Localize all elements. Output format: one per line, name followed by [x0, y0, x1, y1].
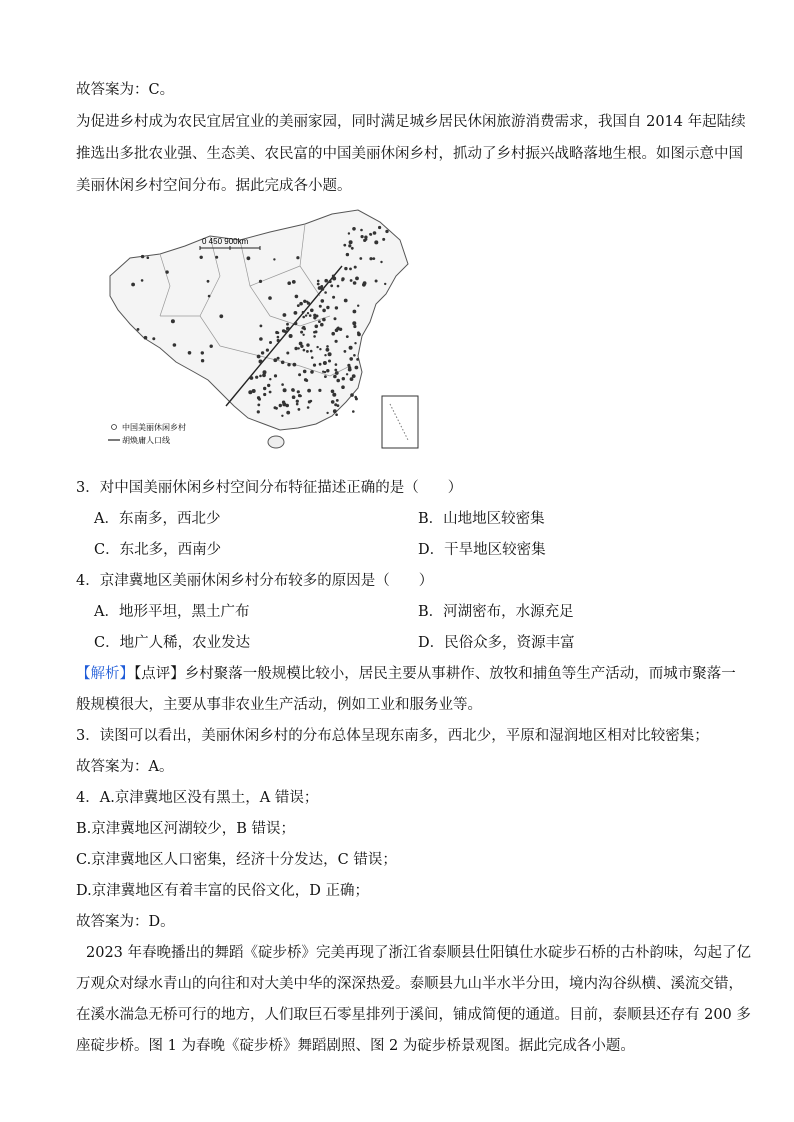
village-dot — [281, 361, 285, 365]
village-dot — [303, 349, 306, 352]
village-dot — [319, 305, 322, 308]
village-dot — [305, 314, 307, 316]
village-dot — [333, 375, 337, 379]
village-dot — [267, 384, 270, 387]
q3-stem: 3．对中国美丽休闲乡村空间分布特征描述正确的是（ ） — [76, 480, 463, 496]
village-dot — [326, 345, 329, 348]
village-dot — [279, 404, 282, 407]
village-dot — [298, 347, 300, 349]
village-dot — [297, 390, 300, 393]
village-dot — [277, 339, 280, 342]
village-dot — [273, 258, 275, 260]
village-dot — [348, 244, 351, 247]
village-dot — [329, 280, 332, 283]
village-dot — [384, 283, 386, 285]
village-dot — [318, 286, 322, 290]
q4-option-b[interactable]: B．河湖密布，水源充足 — [418, 604, 574, 620]
village-dot — [281, 383, 284, 386]
village-dot — [319, 348, 321, 350]
village-dot — [318, 320, 321, 323]
village-dot — [359, 257, 362, 260]
village-dot — [294, 311, 298, 315]
answer4-line-3: C.京津冀地区人口密集，经济十分发达，C 错误； — [76, 852, 397, 868]
intro-line-2: 推选出多批农业强、生态美、农民富的中国美丽休闲乡村，抓动了乡村振兴战略落地生根。如图示意中国 — [76, 146, 743, 162]
village-dot — [337, 285, 340, 288]
village-dot — [255, 376, 258, 379]
village-dot — [322, 318, 326, 322]
village-dot — [263, 387, 266, 390]
village-dot — [299, 395, 302, 398]
village-dot — [339, 328, 342, 331]
village-dot — [315, 330, 318, 333]
village-dot — [320, 323, 324, 327]
village-dot — [334, 403, 337, 406]
village-dot — [292, 395, 296, 399]
village-dot — [298, 373, 301, 376]
village-dot — [380, 261, 382, 263]
village-dot — [261, 351, 264, 354]
village-dot — [165, 270, 168, 273]
village-dot — [296, 403, 299, 406]
south-sea-inset — [382, 396, 418, 448]
village-dot — [287, 281, 291, 285]
village-dot — [352, 374, 356, 378]
village-dot — [310, 400, 313, 403]
q3-option-d[interactable]: D．干旱地区较密集 — [418, 542, 546, 558]
village-dot — [334, 369, 337, 372]
village-dot — [313, 364, 316, 367]
village-dot — [317, 280, 320, 283]
village-dot — [302, 334, 304, 336]
analysis-line-1 — [76, 664, 736, 684]
village-dot — [369, 233, 372, 236]
village-dot — [349, 357, 353, 361]
village-dot — [351, 247, 354, 250]
village-dot — [137, 328, 140, 331]
village-dot — [269, 378, 271, 380]
village-dot — [289, 334, 293, 338]
village-dot — [353, 310, 357, 314]
village-dot — [283, 388, 287, 392]
village-dot — [354, 342, 356, 344]
village-dot — [323, 361, 327, 365]
village-dot — [369, 257, 372, 260]
village-dot — [360, 229, 363, 232]
village-dot — [277, 336, 280, 339]
village-dot — [171, 319, 175, 323]
village-dot — [352, 227, 356, 231]
answer3-line-1: 3．读图可以看出，美丽休闲乡村的分布总体呈现东南多，西北少，平原和湿润地区相对比较密集； — [76, 728, 709, 744]
village-dot — [282, 402, 286, 406]
answer4-line-4: D.京津冀地区有着丰富的民俗文化，D 正确； — [76, 883, 369, 899]
village-dot — [343, 244, 346, 247]
village-dot — [141, 279, 144, 282]
village-dot — [350, 393, 354, 397]
village-dot — [335, 371, 339, 375]
village-dot — [307, 406, 310, 409]
village-dot — [374, 240, 378, 244]
q4-stem: 4．京津冀地区美丽休闲乡村分布较多的原因是（ ） — [76, 573, 434, 589]
village-dot — [331, 332, 335, 336]
passage-line-1: 2023 年春晚播出的舞蹈《碇步桥》完美再现了浙江省泰顺县仕阳镇仕水碇步石桥的古朴韵味，勾起了亿 — [86, 945, 752, 961]
answer3-line-2: 故答案为：A。 — [76, 759, 174, 775]
village-dot — [353, 354, 356, 357]
village-dot — [257, 355, 261, 359]
village-dot — [147, 256, 150, 259]
village-dot — [273, 358, 277, 362]
village-dot — [286, 411, 290, 415]
village-dot — [292, 280, 296, 284]
village-dot — [201, 359, 204, 362]
q4-option-a[interactable]: A．地形平坦，黑土广布 — [94, 604, 250, 620]
village-dot — [274, 406, 277, 409]
passage-line-4: 座碇步桥。图 1 为春晚《碇步桥》舞蹈剧照、图 2 为碇步桥景观图。据此完成各小题。 — [76, 1038, 635, 1054]
village-dot — [346, 253, 349, 256]
village-dot — [260, 325, 263, 328]
village-dot — [335, 363, 338, 366]
village-dot — [286, 323, 289, 326]
village-dot — [341, 385, 345, 389]
village-dot — [291, 388, 295, 392]
village-dot — [286, 352, 289, 355]
village-dot — [269, 391, 272, 394]
village-dot — [283, 313, 287, 317]
village-dot — [378, 226, 381, 229]
analysis-line-2: 般规模很大，主要从事非农业生产活动，例如工业和服务业等。 — [76, 697, 482, 713]
village-dot — [266, 349, 269, 352]
village-dot — [306, 350, 309, 353]
q3-option-b[interactable]: B．山地地区较密集 — [418, 511, 545, 527]
village-dot — [344, 267, 347, 270]
analysis-tag: 【解析】 — [76, 666, 134, 682]
village-dot — [310, 309, 314, 313]
village-dot — [277, 357, 280, 360]
village-dot — [344, 299, 348, 303]
village-dot — [331, 400, 335, 404]
village-dot — [328, 360, 331, 363]
village-dot — [317, 283, 320, 286]
village-dot — [300, 345, 303, 348]
village-dot — [259, 337, 263, 341]
village-dot — [201, 351, 204, 354]
village-dot — [305, 379, 308, 382]
village-dot — [311, 356, 314, 359]
village-dot — [188, 351, 192, 355]
village-dot — [313, 335, 316, 338]
village-dot — [321, 299, 325, 303]
hainan-island — [268, 436, 284, 448]
answer4-line-2: B.京津冀地区河湖较少，B 错误； — [76, 821, 296, 837]
passage-line-2: 万观众对绿水青山的向往和对大美中华的深深热爱。泰顺县九山半水半分田，境内沟谷纵横、溪流交错， — [76, 976, 743, 992]
village-dot — [274, 374, 277, 377]
village-dot — [326, 306, 329, 309]
answer4-line-5: 故答案为：D。 — [76, 914, 175, 930]
village-dot — [372, 257, 375, 260]
village-dot — [313, 314, 316, 317]
village-dot — [296, 256, 299, 259]
village-dot — [385, 230, 388, 233]
village-dot — [349, 240, 353, 244]
village-dot — [356, 358, 359, 361]
village-dot — [348, 368, 352, 372]
village-dot — [259, 360, 263, 364]
village-dot — [363, 281, 367, 285]
village-dot — [268, 296, 272, 300]
village-dot — [208, 295, 211, 298]
village-dot — [364, 236, 367, 239]
village-dot — [277, 332, 280, 335]
village-dot — [310, 350, 313, 353]
village-dot — [310, 370, 314, 374]
village-dot — [144, 336, 148, 340]
village-dot — [353, 325, 356, 328]
village-dot — [330, 284, 333, 287]
village-dot — [342, 377, 345, 380]
village-dot — [257, 404, 260, 407]
village-dot — [355, 277, 359, 281]
village-dot — [357, 333, 361, 337]
village-dot — [346, 373, 348, 375]
village-dot — [332, 277, 336, 281]
village-dot — [250, 376, 254, 380]
answer-c-line: 故答案为：C。 — [76, 82, 175, 98]
village-dot — [333, 409, 337, 413]
village-dot — [335, 340, 338, 343]
village-dot — [296, 400, 299, 403]
village-dot — [336, 379, 340, 383]
village-dot — [309, 314, 312, 317]
village-dot — [298, 408, 301, 411]
village-dot — [259, 280, 262, 283]
q3-option-a[interactable]: A．东南多，西北少 — [94, 511, 221, 527]
village-dot — [324, 279, 328, 283]
village-dot — [328, 352, 332, 356]
scale-label: 0 450 900km — [202, 237, 249, 246]
village-dot — [258, 398, 261, 401]
village-dot — [263, 393, 266, 396]
village-dot — [303, 370, 307, 374]
village-dot — [354, 266, 357, 269]
village-dot — [282, 329, 285, 332]
village-dot — [332, 296, 335, 299]
village-dot — [349, 346, 353, 350]
village-dot — [259, 375, 262, 378]
village-dot — [344, 350, 347, 353]
answer4-line-1: 4．A.京津冀地区没有黑土，A 错误； — [76, 790, 319, 806]
village-dot — [307, 312, 309, 314]
village-dot — [355, 366, 359, 370]
village-dot — [375, 280, 378, 283]
village-dot — [215, 256, 218, 259]
analysis-text-1: 乡村聚落一般规模比较小，居民主要从事耕作、放牧和捕鱼等生产活动，而城市聚落一 — [184, 666, 736, 682]
village-dot — [173, 343, 177, 347]
legend-line-label: 胡焕庸人口线 — [122, 436, 170, 445]
village-dot — [303, 300, 306, 303]
village-dot — [382, 238, 385, 241]
intro-line-3: 美丽休闲乡村空间分布。据此完成各小题。 — [76, 178, 352, 194]
village-dot — [334, 317, 337, 320]
village-dot — [287, 363, 290, 366]
village-dot — [200, 256, 203, 259]
village-dot — [219, 314, 223, 318]
village-dot — [354, 396, 357, 399]
comment-tag: 【点评】 — [134, 666, 185, 682]
village-dot — [294, 347, 297, 350]
village-dot — [300, 331, 303, 334]
q4-option-c[interactable]: C．地广人稀，农业发达 — [94, 635, 251, 651]
village-dot — [352, 410, 355, 413]
village-dot — [299, 302, 303, 306]
village-dot — [307, 302, 310, 305]
village-dot — [316, 346, 318, 348]
village-dot — [315, 325, 319, 329]
village-dot — [247, 256, 251, 260]
village-dot — [332, 393, 336, 397]
village-dot — [352, 321, 356, 325]
village-dot — [302, 311, 305, 314]
passage-line-3: 在溪水湍急无桥可行的地方，人们取巨石零星排列于溪间，铺成简便的通道。目前，泰顺县还存有 200 多 — [76, 1007, 751, 1023]
village-dot — [324, 354, 326, 356]
q4-option-d[interactable]: D．民俗众多，资源丰富 — [418, 635, 575, 651]
village-dot — [294, 322, 298, 326]
village-dot — [324, 291, 327, 294]
village-dot — [348, 232, 350, 234]
village-dot — [207, 280, 210, 283]
village-dot — [152, 337, 155, 340]
village-dot — [297, 304, 300, 307]
village-dot — [319, 363, 322, 366]
village-dot — [324, 375, 327, 378]
village-dot — [210, 345, 213, 348]
village-dot — [302, 326, 305, 329]
village-dot — [350, 279, 353, 282]
village-dot — [269, 341, 272, 344]
village-dot — [357, 305, 359, 307]
village-dot — [336, 399, 339, 402]
china-village-distribution-map — [100, 206, 425, 461]
village-dot — [322, 371, 324, 373]
village-dot — [286, 327, 290, 331]
village-dot — [349, 268, 352, 271]
village-dot — [322, 309, 326, 313]
village-dot — [335, 306, 338, 309]
village-dot — [248, 390, 252, 394]
village-dot — [293, 363, 297, 367]
village-dot — [263, 370, 267, 374]
village-dot — [346, 335, 349, 338]
village-dot — [326, 348, 330, 352]
village-dot — [361, 235, 364, 238]
village-dot — [141, 255, 144, 258]
q3-option-c[interactable]: C．东北多，西南少 — [94, 542, 222, 558]
village-dot — [131, 283, 135, 287]
village-dot — [341, 277, 344, 280]
village-dot — [331, 390, 335, 394]
village-dot — [353, 281, 357, 285]
village-dot — [326, 412, 328, 414]
village-dot — [318, 389, 321, 392]
village-dot — [252, 389, 256, 393]
village-dot — [326, 369, 329, 372]
intro-line-1: 为促进乡村成为农民宜居宜业的美丽家园，同时满足城乡居民休闲旅游消费需求，我国自 2014 年起陆续 — [76, 114, 746, 130]
village-dot — [335, 413, 338, 416]
village-dot — [295, 295, 299, 299]
village-dot — [373, 231, 377, 235]
village-dot — [281, 415, 283, 417]
village-dot — [257, 410, 260, 413]
village-dot — [306, 343, 309, 346]
legend-village-label: 中国美丽休闲乡村 — [122, 423, 186, 432]
village-dot — [302, 316, 305, 319]
village-dot — [307, 389, 311, 393]
